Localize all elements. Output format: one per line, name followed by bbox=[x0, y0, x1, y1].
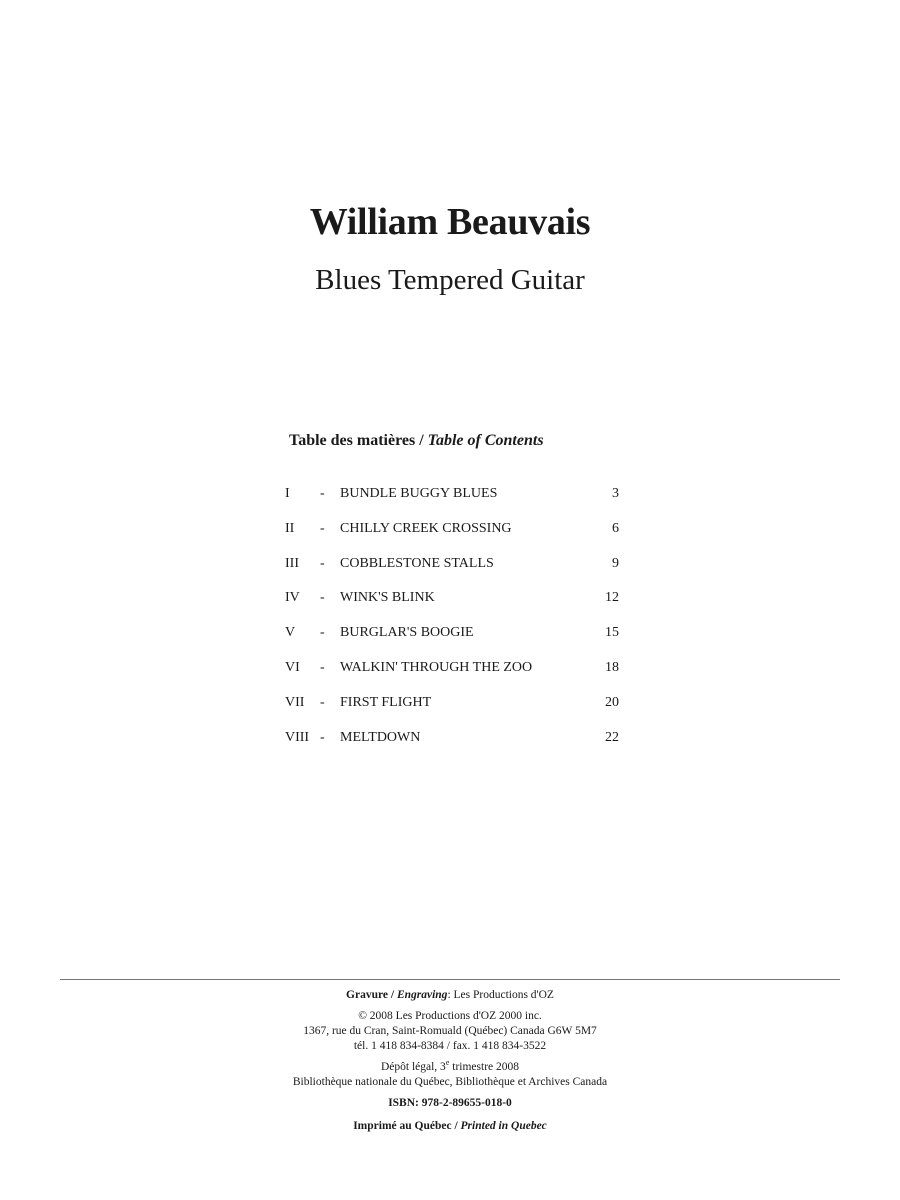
toc-entry bbox=[285, 656, 619, 691]
toc-entry bbox=[285, 691, 619, 726]
engraving-value: : Les Productions d'OZ bbox=[447, 989, 554, 1001]
toc-entry-number: I bbox=[285, 486, 290, 501]
toc-entry bbox=[285, 621, 619, 656]
toc-entry-number: II bbox=[285, 520, 295, 536]
author-name: William Beauvais bbox=[309, 201, 591, 243]
toc-entry-page: 12 bbox=[605, 590, 619, 606]
toc-entry-number: VIII bbox=[285, 729, 310, 745]
toc-entry-title: FIRST FLIGHT bbox=[340, 694, 432, 710]
toc-entry bbox=[285, 726, 619, 761]
toc-entry-page: 18 bbox=[605, 659, 619, 675]
toc-entry bbox=[285, 482, 619, 517]
engraving-credit bbox=[0, 988, 900, 1003]
toc-entry-title: WALKIN' THROUGH THE ZOO bbox=[340, 659, 533, 675]
printed-in bbox=[0, 1119, 900, 1134]
legal-deposit-post: trimestre 2008 bbox=[449, 1061, 519, 1073]
publisher-phone: tél. 1 418 834-8384 / fax. 1 418 834-3522 bbox=[353, 1040, 547, 1052]
toc-entry-dash: - bbox=[320, 625, 325, 641]
publisher-address: 1367, rue du Cran, Saint-Romuald (Québec) Canada G6W 5M7 bbox=[303, 1025, 597, 1037]
toc-entry-title: COBBLESTONE STALLS bbox=[340, 555, 494, 571]
toc-entry-number: V bbox=[285, 625, 296, 641]
toc-entry-number: VII bbox=[285, 694, 305, 710]
toc-entry-dash: - bbox=[320, 590, 325, 606]
toc-entry-dash: - bbox=[320, 486, 325, 501]
toc-entry-page: 22 bbox=[605, 729, 619, 745]
toc-entry-number: III bbox=[285, 555, 299, 571]
toc-entry-title: BURGLAR'S BOOGIE bbox=[340, 625, 474, 641]
toc-entry-title: BUNDLE BUGGY BLUES bbox=[340, 486, 498, 501]
engraving-label-en: Engraving bbox=[396, 989, 448, 1001]
footer-divider bbox=[60, 979, 840, 980]
toc-entry bbox=[285, 552, 619, 587]
toc-entry-page: 15 bbox=[605, 625, 619, 641]
libraries-line: Bibliothèque nationale du Québec, Bibliothèque et Archives Canada bbox=[292, 1076, 608, 1088]
toc-heading-en: Table of Contents bbox=[427, 432, 544, 449]
toc-entry bbox=[285, 517, 619, 552]
toc-entry-page: 9 bbox=[612, 555, 619, 571]
toc-heading bbox=[289, 430, 544, 452]
toc-entry-title: CHILLY CREEK CROSSING bbox=[340, 520, 512, 536]
engraving-label-fr: Gravure / bbox=[346, 989, 395, 1001]
table-of-contents bbox=[285, 482, 619, 760]
printed-in-fr: Imprimé au Québec / bbox=[353, 1120, 458, 1132]
legal-deposit-pre: Dépôt légal, 3 bbox=[380, 1061, 446, 1073]
toc-heading-fr: Table des matières / bbox=[289, 432, 424, 449]
toc-entry-title: MELTDOWN bbox=[340, 729, 421, 745]
isbn: ISBN: 978-2-89655-018-0 bbox=[388, 1097, 512, 1109]
legal-deposit bbox=[0, 1060, 900, 1075]
toc-entry-page: 20 bbox=[605, 694, 619, 710]
toc-entry-page: 6 bbox=[612, 520, 619, 536]
colophon bbox=[0, 988, 900, 1134]
toc-entry-dash: - bbox=[320, 659, 325, 675]
toc-entry-dash: - bbox=[320, 520, 325, 536]
book-title: Blues Tempered Guitar bbox=[315, 264, 585, 296]
toc-entry-dash: - bbox=[320, 694, 325, 710]
toc-entry-dash: - bbox=[320, 555, 325, 571]
toc-entry-number: IV bbox=[285, 590, 300, 606]
toc-entry-title: WINK'S BLINK bbox=[340, 590, 435, 606]
toc-entry bbox=[285, 586, 619, 621]
printed-in-en: Printed in Quebec bbox=[460, 1120, 547, 1132]
legal-deposit-sup: e bbox=[445, 1058, 450, 1068]
toc-entry-number: VI bbox=[285, 659, 300, 675]
toc-entry-page: 3 bbox=[612, 486, 619, 501]
copyright-line: © 2008 Les Productions d'OZ 2000 inc. bbox=[358, 1010, 542, 1022]
toc-entry-dash: - bbox=[320, 729, 325, 745]
